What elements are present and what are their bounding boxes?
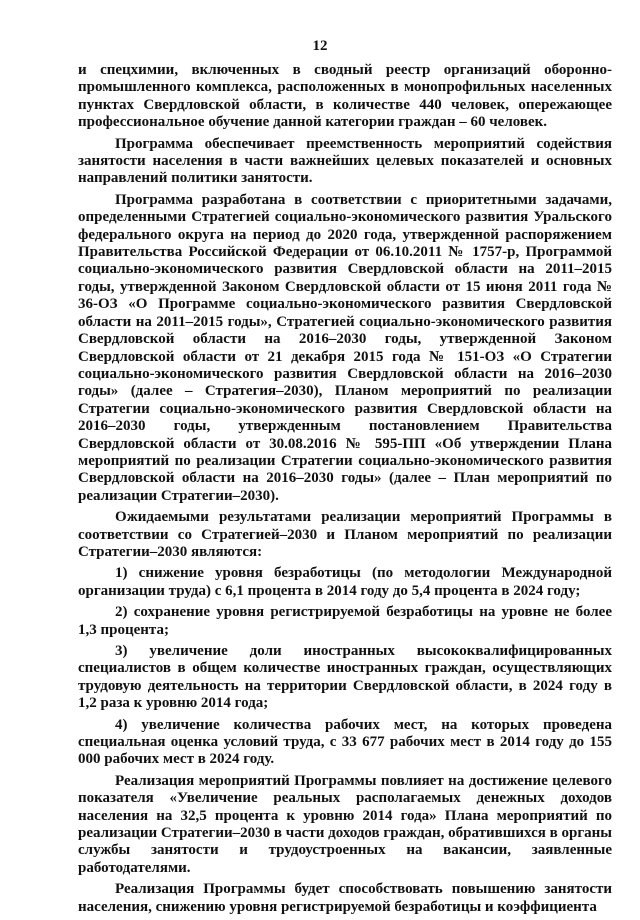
- document-body: [78, 62, 612, 920]
- paragraph-continuation: и спецхимии, включенных в сводный реестр организаций оборонно-промышленного комплекса, расположенных в монопрофильных населенных пунктах Свердловской области, в количестве 440 человек, опережающее профессиональное обучение данной категории граждан – 60 человек.: [78, 62, 612, 131]
- list-item-unemployment-reduction: 1) снижение уровня безработицы (по методологии Международной организации труда) с 6,1 процента в 2014 году до 5,4 процента в 2024 году;: [78, 565, 612, 599]
- list-item-registered-unemployment: 2) сохранение уровня регистрируемой безработицы на уровне не более 1,3 процента;: [78, 604, 612, 638]
- list-item-workplace-assessment: 4) увеличение количества рабочих мест, на которых проведена специальная оценка условий труда, с 33 677 рабочих мест в 2014 году до 155 000 рабочих мест в 2024 году.: [78, 716, 612, 768]
- page-number: 12: [312, 38, 328, 54]
- paragraph-employment-effect: Реализация Программы будет способствовать повышению занятости населения, снижению уровня регистрируемой безработицы и коэффициента: [78, 881, 612, 915]
- list-item-foreign-specialists: 3) увеличение доли иностранных высококвалифицированных специалистов в общем количестве иностранных граждан, осуществляющих трудовую деятельность на территории Свердловской области, в 2024 году в 1,2 раза к уровню 2014 года;: [78, 643, 612, 712]
- paragraph-income-indicator: Реализация мероприятий Программы повлияет на достижение целевого показателя «Увеличение реальных располагаемых денежных доходов населения на 32,5 процента к уровню 2014 года» Плана мероприятий по реализации Стратегии–2030 в части доходов граждан, обратившихся в органы службы занятости и трудоустроенных на вакансии, заявленные работодателями.: [78, 772, 612, 876]
- paragraph-expected-results-intro: Ожидаемыми результатами реализации мероприятий Программы в соответствии со Стратегией–2030 и Планом мероприятий по реализации Стратегии–2030 являются:: [78, 509, 612, 560]
- paragraph-strategic-basis: Программа разработана в соответствии с приоритетными задачами, определенными Стратегией социально-экономического развития Уральского федерального округа на период до 2020 года, утвержденной распоряжением Правительства Российской Федерации от 06.10.2011 № 1757-р, Программой социально-экономического развития Свердловской области на 2011–2015 годы, утвержденной Законом Свердловской области от 15 июня 2011 года № 36-ОЗ «О Программе социально-экономического развития Свердловской области на 2011–2015 годы», Стратегией социально-экономического развития Свердловской области на 2016–2030 годы, утвержденной Законом Свердловской области от 21 декабря 2015 года № 151-ОЗ «О Стратегии социально-экономического развития Свердловской области на 2016–2030 годы» (далее – Стратегия–2030), Планом мероприятий по реализации Стратегии социально-экономического развития Свердловской области на 2016–2030 годы, утвержденным постановлением Правительства Свердловской области от 30.08.2016 № 595-ПП «Об утверждении Плана мероприятий по реализации Стратегии социально-экономического развития Свердловской области на 2016–2030 годы» (далее – План мероприятий по реализации Стратегии–2030).: [78, 191, 612, 504]
- paragraph-continuity: Программа обеспечивает преемственность мероприятий содействия занятости населения в части важнейших целевых показателей и основных направлений политики занятости.: [78, 135, 612, 187]
